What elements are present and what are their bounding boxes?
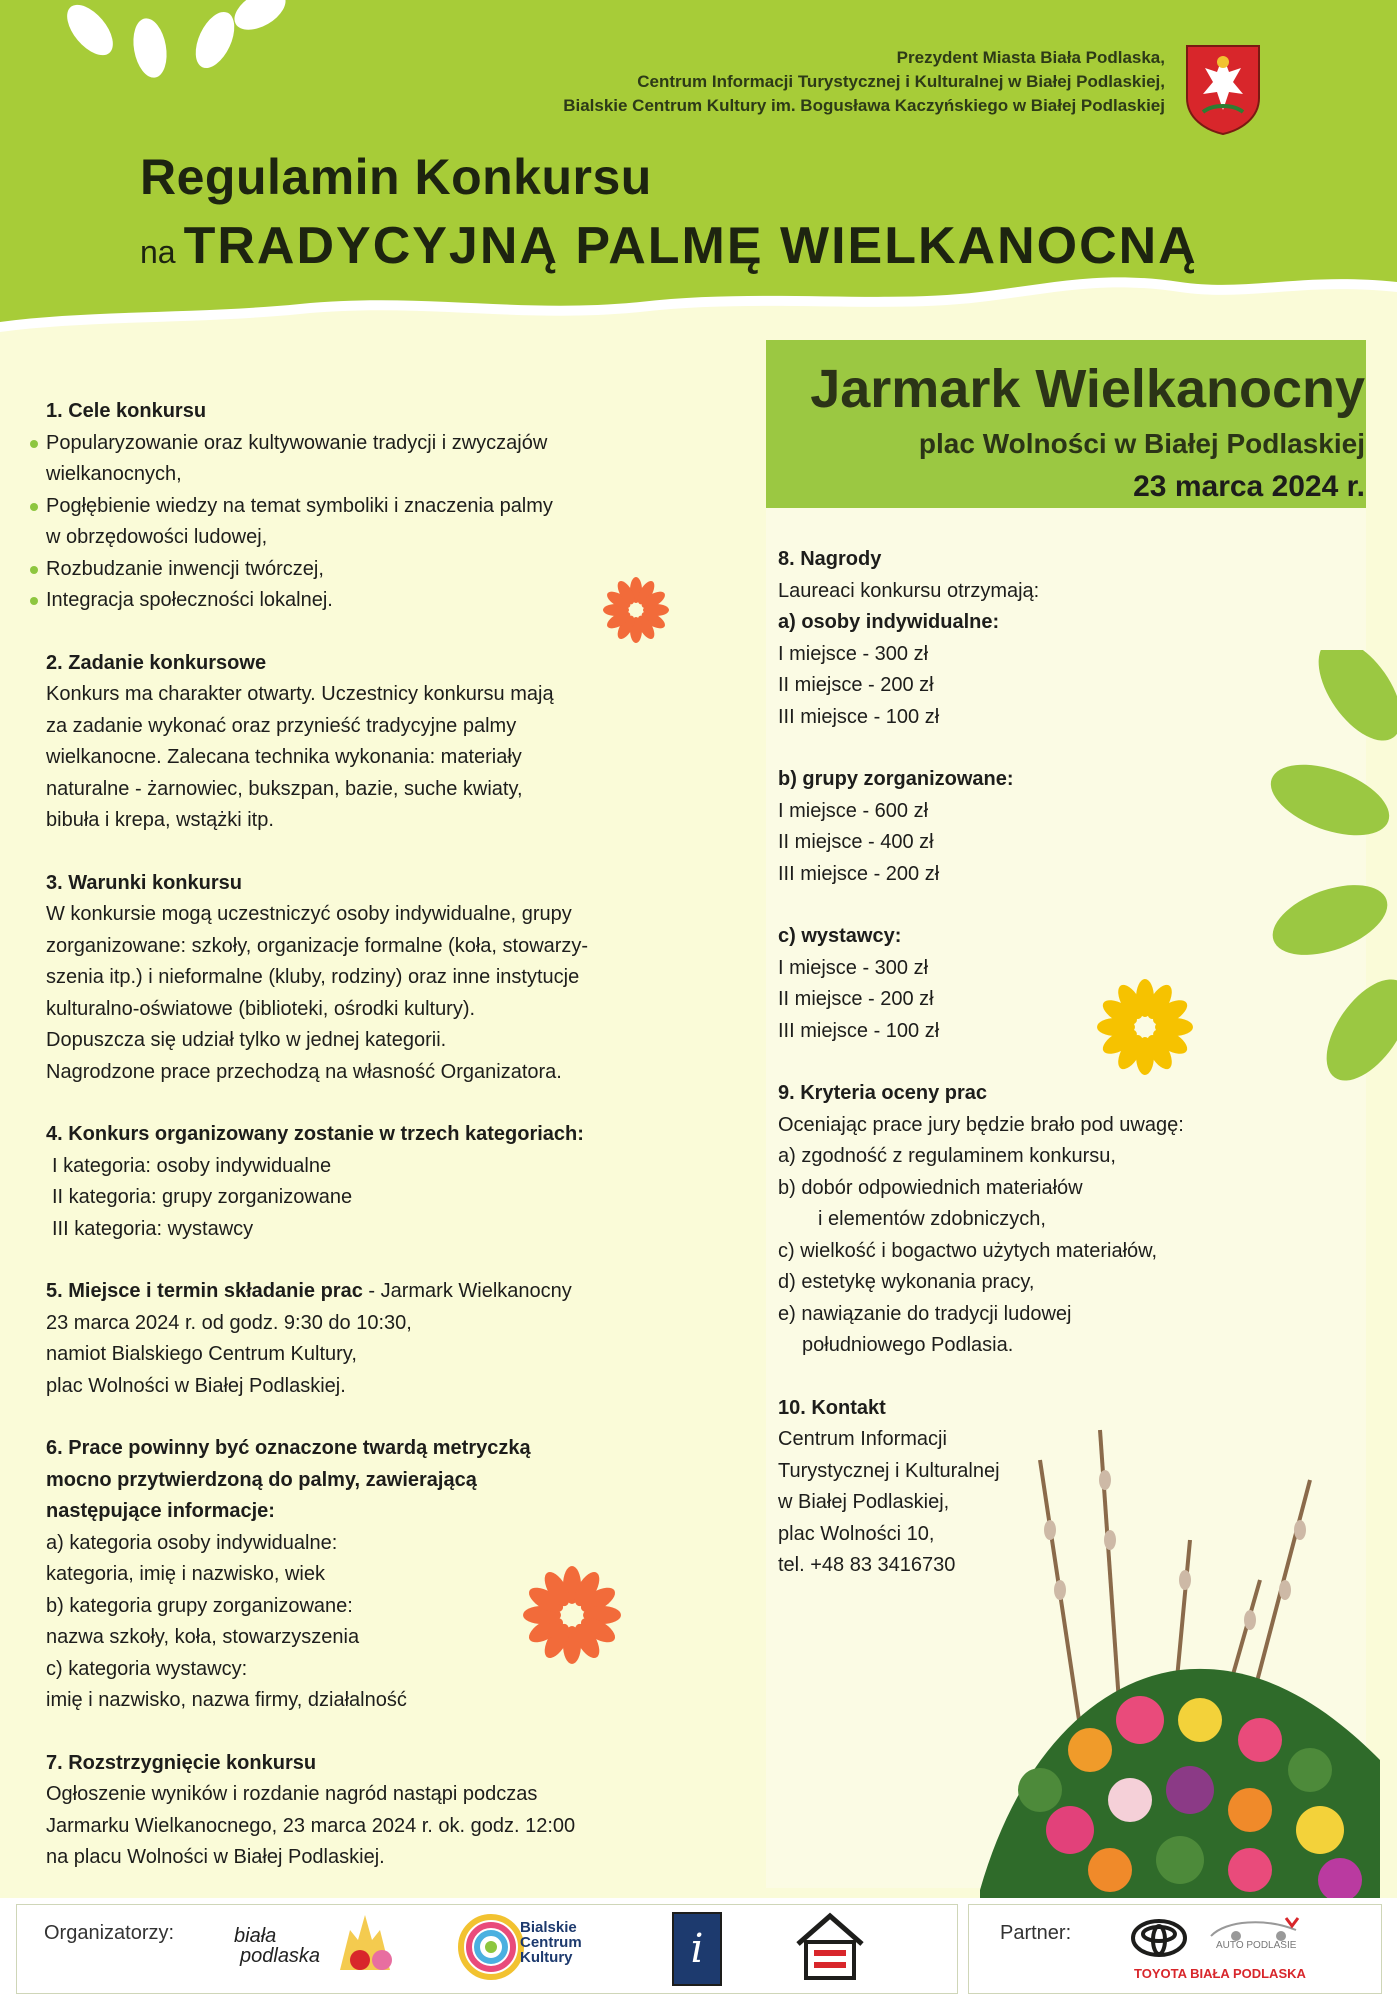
section-heading: 9. Kryteria oceny prac [778,1082,987,1104]
prize-group-label: b) grupy zorganizowane: [778,768,1014,790]
event-place: plac Wolności w Białej Podlaskiej [918,428,1365,459]
text-line: Jarmarku Wielkanocnego, 23 marca 2024 r. ok. godz. 12:00 [46,1814,576,1837]
city-crest-icon [1183,42,1263,136]
prize-line: I miejsce - 600 zł [778,799,929,822]
toyota-logo-icon[interactable] [1130,1918,1188,1958]
text-line: bibuła i krepa, wstążki itp. [46,809,274,831]
house-logo-icon[interactable] [792,1910,868,1984]
bck-logo[interactable] [520,1920,582,1965]
section-heading: mocno przytwierdzoną do palmy, zawierającą [46,1468,477,1491]
list-item-line: wielkanocnych, [46,463,182,485]
text-line: b) kategoria grupy zorganizowane: [46,1594,353,1617]
prize-line: III miejsce - 200 zł [778,862,940,885]
prize-group [778,921,1338,1047]
prize-group-label: c) wystawcy: [778,925,902,947]
text-line: szenia itp.) i nieformalne (kluby, rodziny) oraz inne instytucje [46,966,580,988]
yellow-flower-icon [1094,976,1196,1078]
city-logo-icon [330,1910,400,1980]
section-heading: 8. Nagrody [778,548,882,570]
text-line: naturalne - żarnowiec, bukszpan, bazie, suche kwiaty, [46,777,523,800]
text-line: Konkurs ma charakter otwarty. Uczestnicy konkursu mają [46,683,554,705]
prize-line: II miejsce - 200 zł [778,988,934,1010]
biala-podlaska-logo[interactable] [234,1926,320,1966]
text-line: Ogłoszenie wyników i rozdanie nagród nastąpi podczas [46,1783,538,1805]
text-line: c) wielkość i bogactwo użytych materiałów, [778,1239,1158,1262]
section-categories [46,1119,726,1245]
text-line: wielkanocne. Zalecana technika wykonania: materiały [46,746,522,768]
organizers-label: Organizatorzy: [44,1922,175,1944]
text-line: kulturalno-oświatowe (biblioteki, ośrodki kultury). [46,997,476,1020]
text-line: Laureaci konkursu otrzymają: [778,579,1040,602]
easter-palm-bouquet-image [980,1420,1380,1900]
footer-logos [0,1898,1397,2000]
list-item [46,491,726,554]
section-heading: 7. Rozstrzygnięcie konkursu [46,1751,317,1774]
text-line: 23 marca 2024 r. od godz. 9:30 do 10:30, [46,1311,412,1334]
prize-group-label: a) osoby indywidualne: [778,611,1000,633]
bullet-icon [30,566,38,574]
section-label-info [46,1433,726,1717]
section-heading: 6. Prace powinny być oznaczone twardą metryczką [46,1437,531,1459]
text-line: i elementów zdobniczych, [818,1208,1046,1230]
prize-line: III miejsce - 100 zł [778,1019,940,1042]
section-heading: 2. Zadanie konkursowe [46,651,267,674]
section-heading: 5. Miejsce i termin składanie prac [46,1280,363,1302]
text-line: imię i nazwisko, nazwa firmy, działalność [46,1689,407,1711]
prize-group [778,607,1338,733]
text-line: b) dobór odpowiednich materiałów [778,1176,1083,1199]
prize-line: II miejsce - 400 zł [778,831,934,853]
orange-flower-icon [600,574,672,646]
organizer-line: Prezydent Miasta Biała Podlaska, [896,48,1165,67]
page-subtitle [140,216,1198,276]
text-line: W konkursie mogą uczestniczyć osoby indywidualne, grupy [46,903,572,925]
text-line: Dopuszcza się udział tylko w jednej kategorii. [46,1029,447,1051]
text-line: I kategoria: osoby indywidualne [52,1154,332,1177]
text-line: III kategoria: wystawcy [52,1217,254,1240]
section-heading: 4. Konkurs organizowany zostanie w trzech kategoriach: [46,1123,584,1145]
text-line: na placu Wolności w Białej Podlaskiej. [46,1846,385,1868]
section-conditions [46,868,726,1089]
logo-text: Centrum [520,1934,582,1951]
bullet-icon [30,597,38,605]
section-heading-tail: - Jarmark Wielkanocny [362,1280,572,1302]
bullet-icon [30,440,38,448]
title-main: TRADYCYJNĄ PALMĘ WIELKANOCNĄ [183,217,1198,275]
text-line: a) zgodność z regulaminem konkursu, [778,1145,1116,1167]
list-item [46,428,726,491]
event-date: 23 marca 2024 r. [1133,470,1365,503]
text-line: c) kategoria wystawcy: [46,1657,248,1680]
title-prefix: na [140,234,176,270]
prize-line: I miejsce - 300 zł [778,642,929,665]
text-line: Centrum Informacji [778,1428,947,1450]
organizer-lines [563,46,1165,118]
text-line: II kategoria: grupy zorganizowane [52,1186,353,1208]
text-line: a) kategoria osoby indywidualne: [46,1531,338,1554]
text-line: zorganizowane: szkoły, organizacje formalne (koła, stowarzy- [46,934,589,957]
bck-logo-icon [456,1912,526,1982]
prize-line: III miejsce - 100 zł [778,705,940,728]
text-line: e) nawiązanie do tradycji ludowej [778,1302,1072,1325]
organizer-line: Bialskie Centrum Kultury im. Bogusława Kaczyńskiego w Białej Podlaskiej [563,96,1165,115]
organizer-line: Centrum Informacji Turystycznej i Kulturalnej w Białej Podlaskiej, [637,72,1165,91]
auto-podlasie-text: AUTO PODLASIE [1216,1940,1297,1951]
section-heading: 10. Kontakt [778,1396,886,1419]
list-item-line: Rozbudzanie inwencji twórczej, [46,557,324,580]
list-item-line: Integracja społeczności lokalnej. [46,589,333,611]
text-line: plac Wolności w Białej Podlaskiej. [46,1374,346,1397]
text-line: Oceniając prace jury będzie brało pod uwagę: [778,1113,1184,1136]
partner-label: Partner: [1000,1922,1072,1944]
section-resolution [46,1748,726,1874]
prize-line: II miejsce - 200 zł [778,674,934,696]
list-item-line: w obrzędowości ludowej, [46,526,268,548]
text-line: plac Wolności 10, [778,1522,935,1545]
section-heading: 3. Warunki konkursu [46,871,242,894]
text-line: za zadanie wykonać oraz przynieść tradycyjne palmy [46,714,517,737]
text-line: namiot Bialskiego Centrum Kultury, [46,1343,357,1365]
list-item-line: Popularyzowanie oraz kultywowanie tradycji i zwyczajów [46,431,548,454]
prize-line: I miejsce - 300 zł [778,956,929,979]
section-prizes [778,544,1338,1047]
text-line: tel. +48 83 3416730 [778,1554,956,1576]
logo-text: Bialskie [520,1919,577,1936]
section-task [46,648,726,837]
text-line: nazwa szkoły, koła, stowarzyszenia [46,1626,360,1648]
text-line: południowego Podlasia. [802,1334,1014,1356]
logo-text: Kultury [520,1949,573,1966]
header-banner [0,0,1397,340]
section-heading: 1. Cele konkursu [46,400,207,422]
citik-logo[interactable]: i [672,1912,722,1986]
bullet-icon [30,503,38,511]
event-title: Jarmark Wielkanocny [810,359,1365,419]
list-item-line: Pogłębienie wiedzy na temat symboliki i znaczenia palmy [46,494,553,517]
toyota-biala-podlaska-text: TOYOTA BIAŁA PODLASKA [1134,1966,1306,1981]
orange-flower-icon [520,1563,624,1667]
logo-text: biała [234,1925,277,1947]
section-heading: następujące informacje: [46,1500,275,1522]
section-criteria [778,1078,1338,1362]
text-line: Nagrodzone prace przechodzą na własność Organizatora. [46,1060,562,1083]
section-place-time [46,1276,726,1402]
logo-text: podlaska [240,1945,321,1967]
text-line: d) estetykę wykonania pracy, [778,1271,1035,1293]
prize-group [778,764,1338,890]
page-title: Regulamin Konkursu [140,149,652,205]
text-line: kategoria, imię i nazwisko, wiek [46,1563,325,1585]
text-line: Turystycznej i Kulturalnej [778,1459,1000,1482]
text-line: w Białej Podlaskiej, [778,1491,950,1513]
